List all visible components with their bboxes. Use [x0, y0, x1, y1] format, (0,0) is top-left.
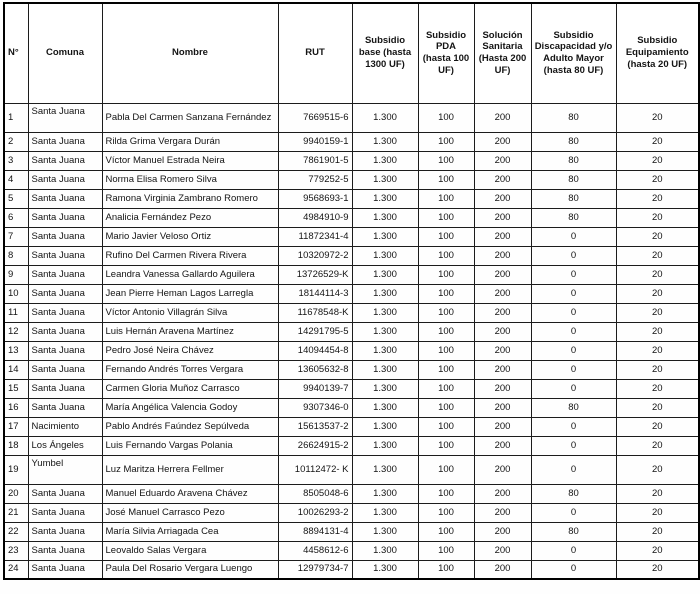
- cell-rut: 11678548-K: [278, 303, 352, 322]
- table-row: [4, 484, 699, 503]
- cell-comuna: Santa Juana: [28, 208, 102, 227]
- cell-comuna: Nacimiento: [28, 417, 102, 436]
- cell-num: 18: [4, 436, 28, 455]
- table-row: [4, 322, 699, 341]
- cell-subsidio-discapacidad: 80: [531, 208, 616, 227]
- cell-subsidio-base: 1.300: [352, 398, 418, 417]
- cell-num: 8: [4, 246, 28, 265]
- cell-nombre: Leandra Vanessa Gallardo Aguilera: [102, 265, 278, 284]
- cell-subsidio-discapacidad: 80: [531, 132, 616, 151]
- cell-subsidio-discapacidad: 0: [531, 227, 616, 246]
- cell-rut: 8505048-6: [278, 484, 352, 503]
- cell-rut: 10026293-2: [278, 503, 352, 522]
- cell-subsidio-pda: 100: [418, 455, 474, 484]
- table-row: [4, 189, 699, 208]
- cell-subsidio-base: 1.300: [352, 360, 418, 379]
- cell-subsidio-equipamiento: 20: [616, 436, 699, 455]
- cell-comuna: Santa Juana: [28, 522, 102, 541]
- cell-nombre: Mario Javier Veloso Ortiz: [102, 227, 278, 246]
- cell-solucion-sanitaria: 200: [474, 265, 531, 284]
- cell-rut: 13726529-K: [278, 265, 352, 284]
- cell-subsidio-equipamiento: 20: [616, 503, 699, 522]
- cell-comuna: Santa Juana: [28, 322, 102, 341]
- table-row: [4, 341, 699, 360]
- cell-solucion-sanitaria: 200: [474, 417, 531, 436]
- cell-rut: 7861901-5: [278, 151, 352, 170]
- cell-num: 15: [4, 379, 28, 398]
- cell-nombre: Luis Hernán Aravena Martínez: [102, 322, 278, 341]
- column-header-solucion-sanitaria: Solución Sanitaria (Hasta 200 UF): [474, 3, 531, 103]
- cell-num: 12: [4, 322, 28, 341]
- cell-rut: 9568693-1: [278, 189, 352, 208]
- cell-solucion-sanitaria: 200: [474, 303, 531, 322]
- table-row: [4, 284, 699, 303]
- cell-rut: 4458612-6: [278, 541, 352, 560]
- cell-subsidio-equipamiento: 20: [616, 560, 699, 579]
- cell-nombre: Analicia Fernández Pezo: [102, 208, 278, 227]
- cell-subsidio-discapacidad: 0: [531, 417, 616, 436]
- cell-solucion-sanitaria: 200: [474, 341, 531, 360]
- cell-subsidio-pda: 100: [418, 541, 474, 560]
- cell-solucion-sanitaria: 200: [474, 322, 531, 341]
- cell-comuna: Santa Juana: [28, 303, 102, 322]
- cell-num: 11: [4, 303, 28, 322]
- cell-comuna: Santa Juana: [28, 170, 102, 189]
- cell-nombre: Fernando Andrés Torres Vergara: [102, 360, 278, 379]
- cell-subsidio-base: 1.300: [352, 170, 418, 189]
- cell-num: 22: [4, 522, 28, 541]
- cell-solucion-sanitaria: 200: [474, 103, 531, 132]
- cell-subsidio-discapacidad: 0: [531, 503, 616, 522]
- cell-solucion-sanitaria: 200: [474, 484, 531, 503]
- cell-nombre: Pabla Del Carmen Sanzana Fernández: [102, 103, 278, 132]
- cell-num: 13: [4, 341, 28, 360]
- cell-subsidio-discapacidad: 80: [531, 151, 616, 170]
- cell-num: 17: [4, 417, 28, 436]
- cell-comuna: Santa Juana: [28, 541, 102, 560]
- cell-subsidio-pda: 100: [418, 208, 474, 227]
- cell-solucion-sanitaria: 200: [474, 503, 531, 522]
- cell-subsidio-equipamiento: 20: [616, 132, 699, 151]
- cell-rut: 14291795-5: [278, 322, 352, 341]
- cell-solucion-sanitaria: 200: [474, 208, 531, 227]
- cell-num: 10: [4, 284, 28, 303]
- cell-subsidio-pda: 100: [418, 189, 474, 208]
- cell-solucion-sanitaria: 200: [474, 455, 531, 484]
- cell-subsidio-discapacidad: 0: [531, 360, 616, 379]
- cell-nombre: Jean Pierre Heman Lagos Larregla: [102, 284, 278, 303]
- cell-rut: 13605632-8: [278, 360, 352, 379]
- cell-nombre: Norma Elisa Romero Silva: [102, 170, 278, 189]
- cell-subsidio-equipamiento: 20: [616, 103, 699, 132]
- cell-num: 6: [4, 208, 28, 227]
- cell-num: 5: [4, 189, 28, 208]
- cell-nombre: Luz Maritza Herrera Fellmer: [102, 455, 278, 484]
- cell-subsidio-base: 1.300: [352, 132, 418, 151]
- cell-num: 19: [4, 455, 28, 484]
- cell-subsidio-discapacidad: 0: [531, 284, 616, 303]
- cell-subsidio-discapacidad: 80: [531, 398, 616, 417]
- cell-subsidio-base: 1.300: [352, 208, 418, 227]
- table-row: [4, 303, 699, 322]
- cell-rut: 4984910-9: [278, 208, 352, 227]
- cell-subsidio-base: 1.300: [352, 322, 418, 341]
- cell-subsidio-base: 1.300: [352, 303, 418, 322]
- cell-subsidio-equipamiento: 20: [616, 398, 699, 417]
- cell-subsidio-base: 1.300: [352, 484, 418, 503]
- cell-subsidio-base: 1.300: [352, 379, 418, 398]
- cell-comuna: Santa Juana: [28, 379, 102, 398]
- cell-rut: 12979734-7: [278, 560, 352, 579]
- cell-solucion-sanitaria: 200: [474, 360, 531, 379]
- cell-num: 1: [4, 103, 28, 132]
- cell-subsidio-equipamiento: 20: [616, 379, 699, 398]
- cell-subsidio-pda: 100: [418, 151, 474, 170]
- cell-rut: 9307346-0: [278, 398, 352, 417]
- cell-subsidio-pda: 100: [418, 265, 474, 284]
- cell-subsidio-base: 1.300: [352, 189, 418, 208]
- cell-num: 21: [4, 503, 28, 522]
- table-row: [4, 246, 699, 265]
- cell-subsidio-base: 1.300: [352, 560, 418, 579]
- cell-subsidio-pda: 100: [418, 503, 474, 522]
- cell-subsidio-equipamiento: 20: [616, 151, 699, 170]
- cell-subsidio-discapacidad: 0: [531, 379, 616, 398]
- cell-nombre: Víctor Manuel Estrada Neira: [102, 151, 278, 170]
- cell-comuna: Santa Juana: [28, 484, 102, 503]
- column-header-num: N°: [4, 3, 28, 103]
- table-row: [4, 227, 699, 246]
- cell-num: 2: [4, 132, 28, 151]
- table-row: [4, 522, 699, 541]
- cell-comuna: Santa Juana: [28, 227, 102, 246]
- cell-subsidio-discapacidad: 0: [531, 341, 616, 360]
- cell-nombre: María Angélica Valencia Godoy: [102, 398, 278, 417]
- cell-subsidio-equipamiento: 20: [616, 189, 699, 208]
- cell-subsidio-pda: 100: [418, 322, 474, 341]
- cell-rut: 14094454-8: [278, 341, 352, 360]
- cell-subsidio-discapacidad: 80: [531, 170, 616, 189]
- cell-subsidio-discapacidad: 80: [531, 484, 616, 503]
- cell-subsidio-discapacidad: 0: [531, 541, 616, 560]
- cell-rut: 9940159-1: [278, 132, 352, 151]
- cell-comuna: Santa Juana: [28, 103, 102, 132]
- cell-subsidio-equipamiento: 20: [616, 341, 699, 360]
- cell-solucion-sanitaria: 200: [474, 151, 531, 170]
- cell-rut: 11872341-4: [278, 227, 352, 246]
- cell-comuna: Santa Juana: [28, 360, 102, 379]
- column-header-rut: RUT: [278, 3, 352, 103]
- column-header-subsidio-discapacidad: Subsidio Discapacidad y/o Adulto Mayor (hasta 80 UF): [531, 3, 616, 103]
- cell-rut: 9940139-7: [278, 379, 352, 398]
- cell-subsidio-base: 1.300: [352, 541, 418, 560]
- cell-nombre: Rilda Grima Vergara Durán: [102, 132, 278, 151]
- cell-comuna: Santa Juana: [28, 151, 102, 170]
- cell-solucion-sanitaria: 200: [474, 560, 531, 579]
- cell-subsidio-equipamiento: 20: [616, 455, 699, 484]
- cell-solucion-sanitaria: 200: [474, 398, 531, 417]
- column-header-subsidio-pda: Subsidio PDA (hasta 100 UF): [418, 3, 474, 103]
- table-row: [4, 436, 699, 455]
- cell-rut: 8894131-4: [278, 522, 352, 541]
- table-body: [4, 103, 699, 579]
- cell-solucion-sanitaria: 200: [474, 522, 531, 541]
- cell-comuna: Yumbel: [28, 455, 102, 484]
- cell-nombre: Pedro José Neira Chávez: [102, 341, 278, 360]
- cell-nombre: Luis Fernando Vargas Polania: [102, 436, 278, 455]
- cell-rut: 26624915-2: [278, 436, 352, 455]
- cell-subsidio-base: 1.300: [352, 436, 418, 455]
- cell-subsidio-base: 1.300: [352, 417, 418, 436]
- cell-subsidio-discapacidad: 80: [531, 189, 616, 208]
- cell-subsidio-base: 1.300: [352, 284, 418, 303]
- cell-subsidio-pda: 100: [418, 417, 474, 436]
- cell-subsidio-pda: 100: [418, 103, 474, 132]
- cell-subsidio-equipamiento: 20: [616, 522, 699, 541]
- cell-subsidio-equipamiento: 20: [616, 284, 699, 303]
- cell-subsidio-pda: 100: [418, 560, 474, 579]
- cell-num: 4: [4, 170, 28, 189]
- cell-solucion-sanitaria: 200: [474, 189, 531, 208]
- cell-subsidio-base: 1.300: [352, 522, 418, 541]
- cell-subsidio-equipamiento: 20: [616, 303, 699, 322]
- cell-solucion-sanitaria: 200: [474, 284, 531, 303]
- table-row: [4, 503, 699, 522]
- cell-subsidio-base: 1.300: [352, 151, 418, 170]
- cell-subsidio-discapacidad: 0: [531, 303, 616, 322]
- table-row: [4, 541, 699, 560]
- cell-nombre: María Silvia Arriagada Cea: [102, 522, 278, 541]
- cell-rut: 18144114-3: [278, 284, 352, 303]
- column-header-nombre: Nombre: [102, 3, 278, 103]
- cell-comuna: Santa Juana: [28, 265, 102, 284]
- cell-nombre: Manuel Eduardo Aravena Chávez: [102, 484, 278, 503]
- table-row: [4, 398, 699, 417]
- cell-num: 24: [4, 560, 28, 579]
- table-row: [4, 103, 699, 132]
- cell-subsidio-pda: 100: [418, 398, 474, 417]
- cell-rut: 7669515-6: [278, 103, 352, 132]
- cell-num: 20: [4, 484, 28, 503]
- column-header-comuna: Comuna: [28, 3, 102, 103]
- cell-num: 3: [4, 151, 28, 170]
- table-row: [4, 360, 699, 379]
- cell-solucion-sanitaria: 200: [474, 379, 531, 398]
- cell-comuna: Los Ángeles: [28, 436, 102, 455]
- table-row: [4, 417, 699, 436]
- cell-subsidio-discapacidad: 0: [531, 455, 616, 484]
- cell-nombre: Pablo Andrés Faúndez Sepúlveda: [102, 417, 278, 436]
- cell-subsidio-equipamiento: 20: [616, 322, 699, 341]
- table-row: [4, 208, 699, 227]
- cell-nombre: Víctor Antonio Villagrán Silva: [102, 303, 278, 322]
- cell-subsidio-base: 1.300: [352, 503, 418, 522]
- cell-subsidio-equipamiento: 20: [616, 541, 699, 560]
- cell-comuna: Santa Juana: [28, 560, 102, 579]
- cell-subsidio-discapacidad: 80: [531, 522, 616, 541]
- cell-comuna: Santa Juana: [28, 246, 102, 265]
- cell-subsidio-equipamiento: 20: [616, 170, 699, 189]
- cell-nombre: Carmen Gloria Muñoz Carrasco: [102, 379, 278, 398]
- cell-rut: 15613537-2: [278, 417, 352, 436]
- cell-subsidio-discapacidad: 0: [531, 246, 616, 265]
- cell-subsidio-pda: 100: [418, 132, 474, 151]
- cell-nombre: Paula Del Rosario Vergara Luengo: [102, 560, 278, 579]
- cell-rut: 10320972-2: [278, 246, 352, 265]
- cell-num: 14: [4, 360, 28, 379]
- cell-subsidio-equipamiento: 20: [616, 227, 699, 246]
- column-header-subsidio-equipamiento: Subsidio Equipamiento (hasta 20 UF): [616, 3, 699, 103]
- cell-num: 23: [4, 541, 28, 560]
- column-header-subsidio-base: Subsidio base (hasta 1300 UF): [352, 3, 418, 103]
- table-row: [4, 170, 699, 189]
- cell-subsidio-pda: 100: [418, 484, 474, 503]
- cell-subsidio-base: 1.300: [352, 227, 418, 246]
- cell-subsidio-pda: 100: [418, 246, 474, 265]
- cell-nombre: Leovaldo Salas Vergara: [102, 541, 278, 560]
- cell-subsidio-pda: 100: [418, 436, 474, 455]
- cell-subsidio-discapacidad: 0: [531, 265, 616, 284]
- cell-subsidio-base: 1.300: [352, 341, 418, 360]
- cell-subsidio-equipamiento: 20: [616, 360, 699, 379]
- cell-nombre: José Manuel Carrasco Pezo: [102, 503, 278, 522]
- cell-subsidio-pda: 100: [418, 522, 474, 541]
- table-row: [4, 379, 699, 398]
- cell-subsidio-discapacidad: 80: [531, 103, 616, 132]
- cell-subsidio-equipamiento: 20: [616, 246, 699, 265]
- cell-subsidio-pda: 100: [418, 170, 474, 189]
- cell-subsidio-pda: 100: [418, 379, 474, 398]
- cell-solucion-sanitaria: 200: [474, 436, 531, 455]
- cell-solucion-sanitaria: 200: [474, 246, 531, 265]
- cell-subsidio-discapacidad: 0: [531, 436, 616, 455]
- cell-subsidio-pda: 100: [418, 284, 474, 303]
- cell-rut: 779252-5: [278, 170, 352, 189]
- cell-comuna: Santa Juana: [28, 503, 102, 522]
- cell-subsidio-discapacidad: 0: [531, 322, 616, 341]
- cell-comuna: Santa Juana: [28, 189, 102, 208]
- cell-comuna: Santa Juana: [28, 341, 102, 360]
- table-row: [4, 151, 699, 170]
- cell-solucion-sanitaria: 200: [474, 227, 531, 246]
- cell-subsidio-pda: 100: [418, 303, 474, 322]
- cell-num: 9: [4, 265, 28, 284]
- subsidy-table: [3, 2, 700, 580]
- cell-nombre: Ramona Virginia Zambrano Romero: [102, 189, 278, 208]
- cell-solucion-sanitaria: 200: [474, 170, 531, 189]
- cell-subsidio-equipamiento: 20: [616, 208, 699, 227]
- table-row: [4, 560, 699, 579]
- cell-subsidio-pda: 100: [418, 360, 474, 379]
- cell-nombre: Rufino Del Carmen Rivera Rivera: [102, 246, 278, 265]
- cell-num: 7: [4, 227, 28, 246]
- cell-subsidio-discapacidad: 0: [531, 560, 616, 579]
- cell-comuna: Santa Juana: [28, 398, 102, 417]
- cell-solucion-sanitaria: 200: [474, 541, 531, 560]
- table-row: [4, 265, 699, 284]
- cell-comuna: Santa Juana: [28, 284, 102, 303]
- table-header-row: [4, 3, 699, 103]
- cell-subsidio-pda: 100: [418, 227, 474, 246]
- cell-comuna: Santa Juana: [28, 132, 102, 151]
- cell-subsidio-equipamiento: 20: [616, 417, 699, 436]
- cell-num: 16: [4, 398, 28, 417]
- cell-subsidio-base: 1.300: [352, 246, 418, 265]
- cell-solucion-sanitaria: 200: [474, 132, 531, 151]
- cell-subsidio-equipamiento: 20: [616, 265, 699, 284]
- table-row: [4, 455, 699, 484]
- cell-rut: 10112472- K: [278, 455, 352, 484]
- cell-subsidio-base: 1.300: [352, 265, 418, 284]
- table-row: [4, 132, 699, 151]
- cell-subsidio-pda: 100: [418, 341, 474, 360]
- cell-subsidio-equipamiento: 20: [616, 484, 699, 503]
- cell-subsidio-base: 1.300: [352, 455, 418, 484]
- cell-subsidio-base: 1.300: [352, 103, 418, 132]
